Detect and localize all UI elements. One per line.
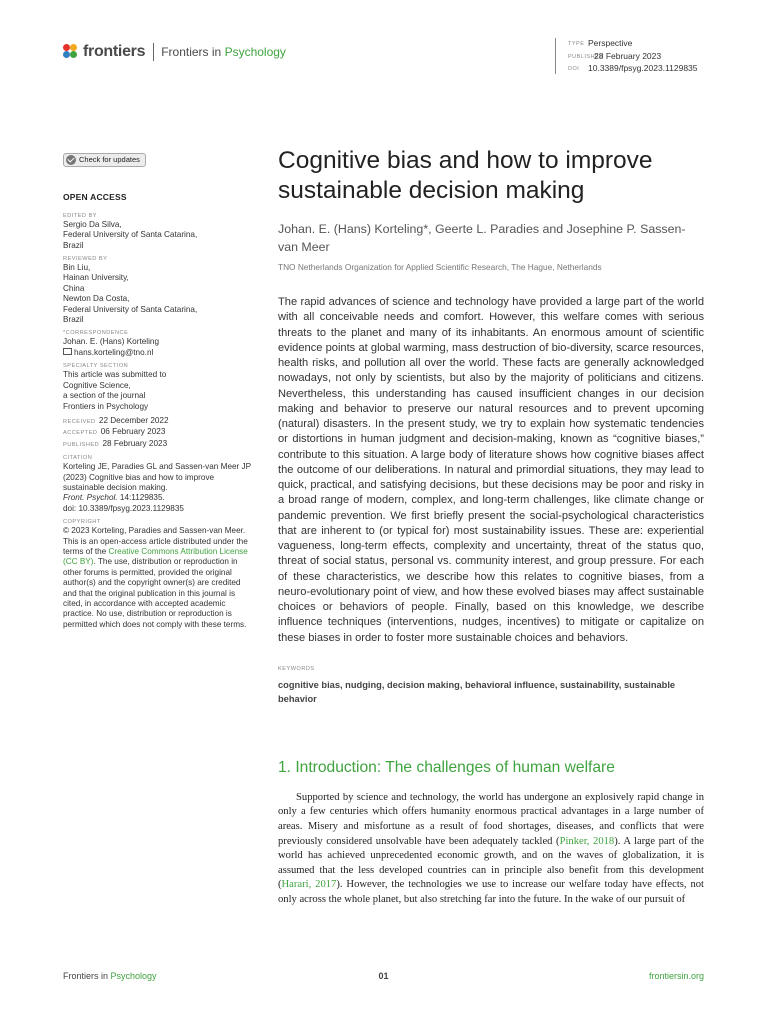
author-affiliation: TNO Netherlands Organization for Applied Scientific Research, The Hague, Netherlands <box>278 262 602 272</box>
keywords: cognitive bias, nudging, decision making, behavioral influence, sustainability, sustainable behavior <box>278 679 676 704</box>
check-updates-button[interactable] <box>63 153 146 167</box>
accepted-value: 06 February 2023 <box>100 427 166 437</box>
journal-field: Psychology <box>224 45 286 59</box>
specialty-line: a section of the journal <box>63 391 146 401</box>
doi-label: DOI <box>568 66 580 72</box>
citation-journal: Front. Psychol. <box>63 493 118 503</box>
correspondence-info <box>63 337 253 358</box>
editor-name: Sergio Da Silva, <box>63 219 122 229</box>
paragraph-text: Supported by science and technology, the world has undergone an explosively rapid change in only a few centuries which offers humanity enormous practical advantages in a large number of areas. Misery and misfortune as a result of food shortages, diseases, and conflicts that were previously considered unsolvable have been adequately tackled ( <box>278 791 704 847</box>
introduction-paragraph <box>278 791 704 908</box>
citation-doi[interactable]: doi: 10.3389/fpsyg.2023.1129835 <box>63 503 184 513</box>
check-updates-label: Check for updates <box>79 154 140 164</box>
specialty-line: Cognitive Science, <box>63 380 131 390</box>
published-value: 28 February 2023 <box>102 438 168 448</box>
citation-label: CITATION <box>63 455 93 462</box>
article-authors: Johan. E. (Hans) Korteling*, Geerte L. Paradies and Josephine P. Sassen-van Meer <box>278 222 686 254</box>
article-meta <box>555 38 698 74</box>
published-label: PUBLISHED <box>63 441 100 448</box>
journal-prefix: Frontiers in <box>161 45 225 59</box>
received-date <box>63 416 253 427</box>
editor-affiliation: Federal University of Santa Catarina, <box>63 230 198 240</box>
citation-text: Korteling JE, Paradies GL and Sassen-van Meer JP (2023) Cognitive bias and how to improve sustainable decision making. <box>63 462 251 492</box>
editor-info <box>63 220 253 251</box>
article-title: Cognitive bias and how to improve sustainable decision making <box>278 147 653 204</box>
reviewers-info <box>63 263 253 325</box>
doi-value[interactable]: 10.3389/fpsyg.2023.1129835 <box>588 63 698 73</box>
logo-divider <box>153 43 154 61</box>
published-label: PUBLISHED <box>568 53 604 60</box>
footer-journal-field: Psychology <box>110 971 157 981</box>
reviewer-affiliation: Hainan University, <box>63 273 129 283</box>
specialty-line: This article was submitted to <box>63 370 167 380</box>
reviewer-name: Bin Liu, <box>63 263 91 273</box>
reviewer-affiliation: Federal University of Santa Catarina, <box>63 304 198 314</box>
reviewer-country: Brazil <box>63 315 84 325</box>
reviewer-country: China <box>63 283 85 293</box>
copyright-text: © 2023 Korteling, Paradies and Sassen-van Meer. This is an open-access article distributed under the terms of the <box>63 526 248 556</box>
correspondence-label: *CORRESPONDENCE <box>63 330 129 337</box>
frontiers-logo-icon <box>63 44 79 60</box>
page-header <box>0 0 768 80</box>
article-sidebar <box>63 153 253 631</box>
citation-link[interactable]: Harari, 2017 <box>281 879 337 891</box>
keywords-label: KEYWORDS <box>278 665 315 672</box>
mail-icon <box>63 348 72 355</box>
license-link[interactable]: Creative Commons Attribution License (CC BY) <box>63 546 248 567</box>
journal-logo[interactable] <box>63 42 286 62</box>
received-value: 22 December 2022 <box>98 415 169 425</box>
accepted-date <box>63 427 253 438</box>
accepted-label: ACCEPTED <box>63 430 98 437</box>
type-value: Perspective <box>588 38 633 48</box>
editor-country: Brazil <box>63 240 84 250</box>
correspondence-email-row[interactable] <box>63 348 253 358</box>
correspondence-name: Johan. E. (Hans) Korteling <box>63 337 160 347</box>
paragraph-text: ). A large part of the world has achieved unprecedented economic growth, and on the waves of globalization, it is assumed that the less developed countries can in principle also benefit from this development ( <box>278 835 704 891</box>
section-heading: 1. Introduction: The challenges of human welfare <box>278 758 615 776</box>
type-label: TYPE <box>568 41 585 47</box>
specialty-info <box>63 370 253 412</box>
reviewer-name: Newton Da Costa, <box>63 294 130 304</box>
specialty-label: SPECIALTY SECTION <box>63 363 129 370</box>
page-number: 01 <box>378 971 389 981</box>
checkmark-icon <box>66 155 76 165</box>
correspondence-email[interactable]: hans.korteling@tno.nl <box>74 347 154 357</box>
citation-info <box>63 462 253 514</box>
dates-info <box>63 416 253 450</box>
copyright-text: . The use, distribution or reproduction in other forums is permitted, provided the original author(s) and the copyright owner(s) are credited and that the original publication in this journal is cited, in accordance with accepted academic practice. No use, distribution or reproduction is permitted which does not comply with these terms. <box>63 557 247 629</box>
brand-name: frontiers <box>83 43 146 60</box>
published-value: 28 February 2023 <box>594 50 662 61</box>
received-label: RECEIVED <box>63 418 96 425</box>
copyright-label: COPYRIGHT <box>63 519 101 526</box>
specialty-line: Frontiers in Psychology <box>63 401 149 411</box>
journal-name <box>161 45 286 59</box>
citation-link[interactable]: Pinker, 2018 <box>559 835 615 847</box>
reviewed-by-label: REVIEWED BY <box>63 256 108 263</box>
abstract: The rapid advances of science and technology have provided a large part of the world with all conceivable needs and comfort. However, this welfare comes with serious threats to the planet and many of its inhabitants. An enormous amount of scientific evidence points at global warming, mass destruction of bio-diversity, scarce resources, health risks, and pollution all over the world. These facts are generally acknowledged nowadays, not only by scientists, but also by the majority of politicians and citizens. Nevertheless, this understanding has caused insufficient changes in our decision making and behavior to preserve our natural resources and to prevent upcoming (natural) disasters. In the present study, we try to explain how systematic tendencies or distortions in human judgment and decision-making, known as “cognitive biases,” contribute to this situation. A large body of literature shows how cognitive biases affect the outcome of our deliberations. In natural and primordial situations, they may lead to quick, practical, and satisfying decisions, but these decisions may be poor and risky in a broad range of modern, complex, and long-term challenges, like climate change or pandemic prevention. We first briefly present the social-psychological characteristics that are inherent to (or typical for) most sustainability issues. These are: experiential vagueness, long-term effects, complexity and uncertainty, threat of the status quo, threat of social status, personal vs. community interest, and group pressure. For each of these characteristics, we describe how this relates to cognitive biases, from a neuro-evolutionary point of view, and how these evolved biases may affect sustainable choices or behaviors of people. Finally, based on this knowledge, we describe influence techniques (interventions, nudges, incentives) to mitigate or capitalize on these biases in order to foster more sustainable choices and behaviors. <box>278 296 704 644</box>
footer-journal-prefix: Frontiers in <box>63 971 111 981</box>
footer-site-link[interactable]: frontiersin.org <box>648 971 704 981</box>
paragraph-text: ). However, the technologies we use to increase our welfare today have effects, not only across the whole planet, but also stretching far into the future. In the wake of our pursuit of <box>278 879 704 905</box>
citation-volume: 14:1129835. <box>117 493 165 503</box>
copyright-info <box>63 526 253 630</box>
article-main <box>278 146 704 908</box>
open-access-label: OPEN ACCESS <box>63 192 127 203</box>
published-date <box>63 439 253 450</box>
edited-by-label: EDITED BY <box>63 212 98 219</box>
